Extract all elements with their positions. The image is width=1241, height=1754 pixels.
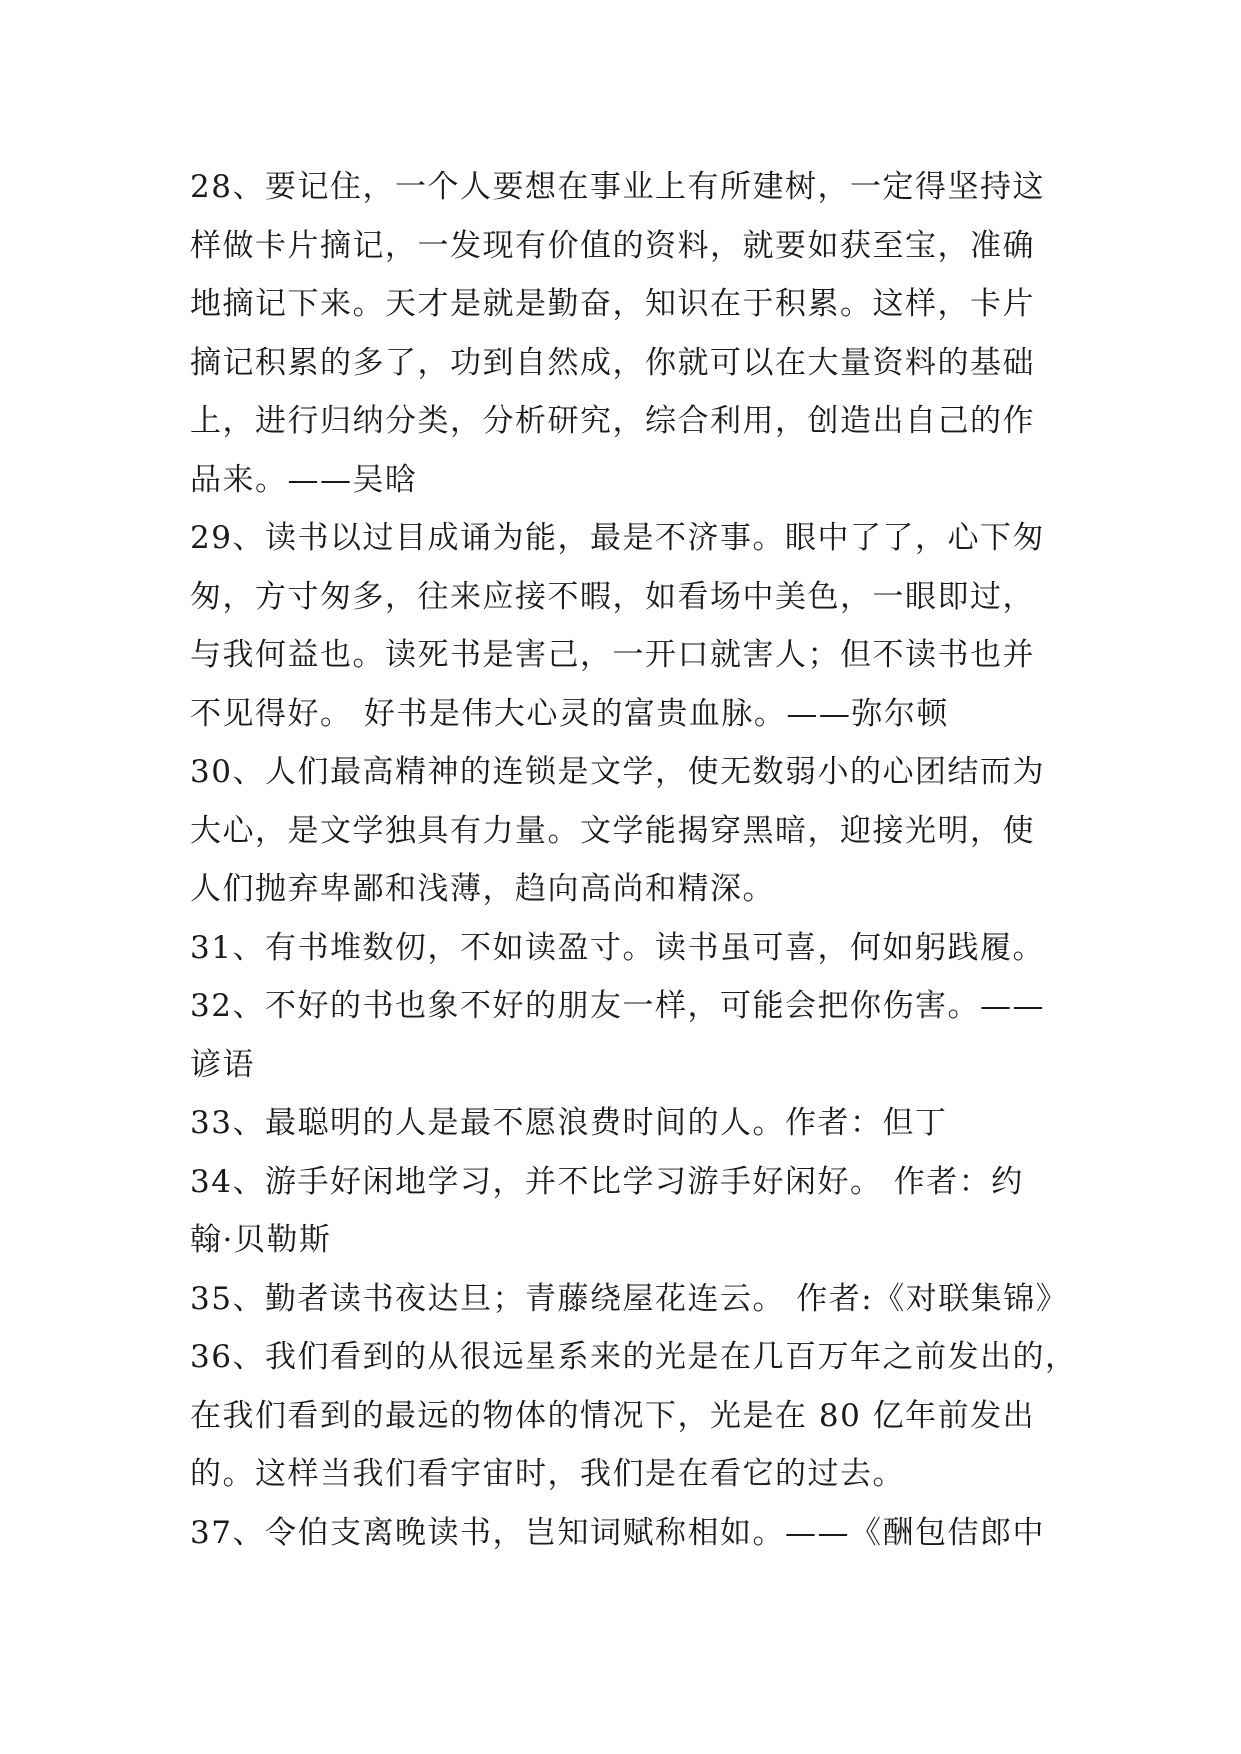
text-line: 样做卡片摘记，一发现有价值的资料，就要如获至宝，准确 xyxy=(190,227,1035,264)
document-body xyxy=(190,158,1078,1562)
text-line: 35、勤者读书夜达旦；青藤绕屋花连云。 作者:《对联集锦》 xyxy=(190,1280,1069,1317)
text-line: 地摘记下来。天才是就是勤奋，知识在于积累。这样，卡片 xyxy=(190,286,1035,322)
text-line: 上，进行归纳分类，分析研究，综合利用，创造出自己的作 xyxy=(190,403,1035,439)
text-line: 37、令伯支离晚读书，岂知词赋称相如。——《酬包佶郎中 xyxy=(190,1514,1045,1551)
text-line: 匆，方寸匆多，往来应接不暇，如看场中美色，一眼即过， xyxy=(190,578,1035,615)
text-line: 的。这样当我们看宇宙时，我们是在看它的过去。 xyxy=(190,1456,905,1492)
text-line: 34、游手好闲地学习，并不比学习游手好闲好。 作者：约 xyxy=(190,1163,1024,1200)
text-line: 30、人们最高精神的连锁是文学，使无数弱小的心团结而为 xyxy=(190,754,1045,790)
text-line: 人们抛弃卑鄙和浅薄，趋向高尚和精深。 xyxy=(190,871,775,907)
text-line: 在我们看到的最远的物体的情况下，光是在 80 亿年前发出 xyxy=(190,1397,1036,1434)
text-line: 不见得好。 好书是伟大心灵的富贵血脉。——弥尔顿 xyxy=(190,695,949,732)
text-line: 谚语 xyxy=(190,1046,255,1083)
text-line: 32、不好的书也象不好的朋友一样，可能会把你伤害。—— xyxy=(190,988,1045,1024)
text-line: 29、读书以过目成诵为能，最是不济事。眼中了了，心下匆 xyxy=(190,520,1045,556)
text-line: 翰·贝勒斯 xyxy=(190,1222,332,1258)
text-line: 28、要记住，一个人要想在事业上有所建树，一定得坚持这 xyxy=(190,169,1045,205)
text-line: 品来。——吴晗 xyxy=(190,461,418,498)
text-line: 大心，是文学独具有力量。文学能揭穿黑暗，迎接光明，使 xyxy=(190,812,1035,849)
text-line: 与我何益也。读死书是害己，一开口就害人；但不读书也并 xyxy=(190,637,1035,673)
text-line: 36、我们看到的从很远星系来的光是在几百万年之前发出的， xyxy=(190,1339,1078,1375)
text-line: 33、最聪明的人是最不愿浪费时间的人。作者：但丁 xyxy=(190,1105,948,1141)
text-line: 31、有书堆数仞，不如读盈寸。读书虽可喜，何如躬践履。 xyxy=(190,929,1045,966)
text-line: 摘记积累的多了，功到自然成，你就可以在大量资料的基础 xyxy=(190,344,1035,381)
